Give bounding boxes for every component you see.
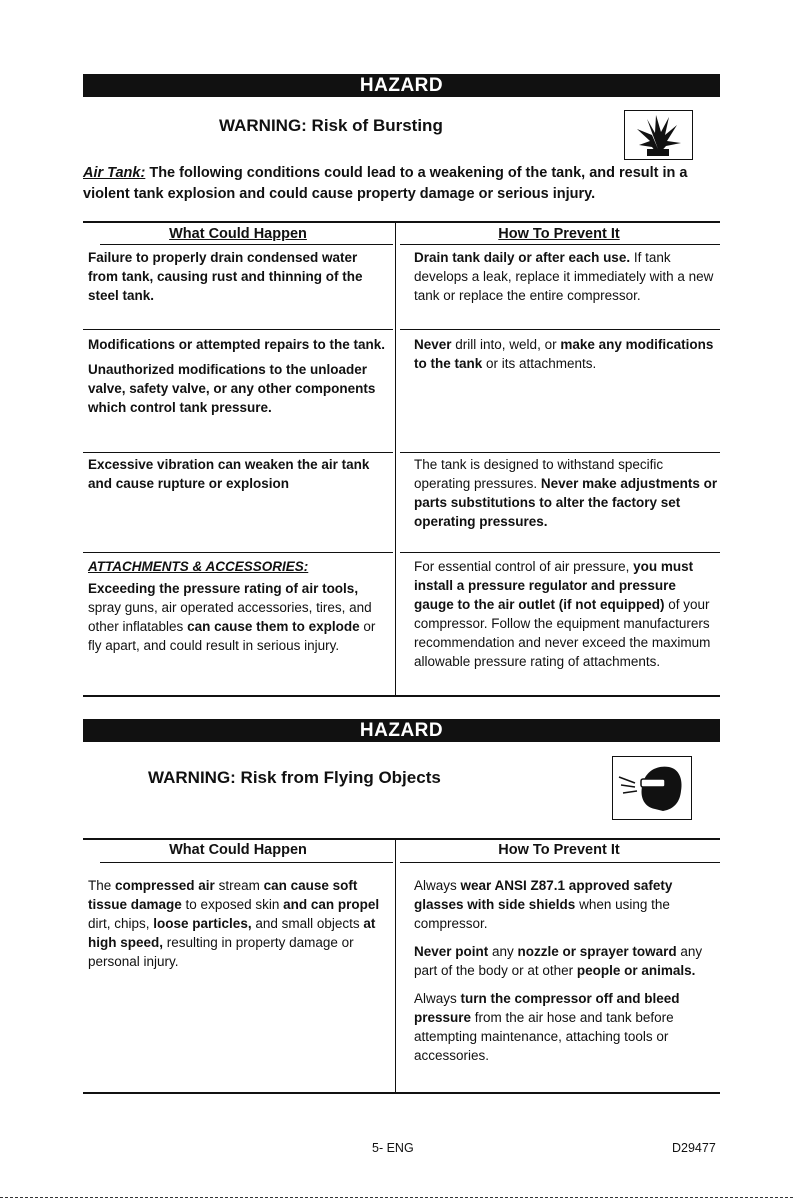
header-underline bbox=[400, 244, 720, 245]
header-underline bbox=[400, 862, 720, 863]
column-header-left: What Could Happen bbox=[169, 226, 307, 242]
header-underline bbox=[100, 244, 393, 245]
row-divider bbox=[400, 452, 720, 453]
risk-cell: The compressed air stream can cause soft tissue damage to exposed skin and can propel dirt, chips, loose particles, and small objects at high speed, resulting in property damage or personal injury. bbox=[88, 878, 380, 969]
warning-title: WARNING: Risk of Bursting bbox=[219, 116, 443, 135]
table-bottom-rule bbox=[83, 695, 720, 697]
prevention-cell: Always wear ANSI Z87.1 approved safety glasses with side shields when using the compressor. Never point any nozzle or sprayer toward any part of the body or at other people or animals. Always turn the compressor off and bleed pressure from the air hose and tank before attempting maintenance, attaching tools or accessories. bbox=[414, 878, 703, 1063]
intro-text bbox=[83, 163, 723, 205]
row-divider bbox=[83, 552, 393, 553]
table-bottom-rule bbox=[83, 1092, 720, 1094]
safety-glasses-face-icon bbox=[612, 756, 692, 820]
table-top-rule bbox=[83, 838, 720, 840]
column-divider bbox=[395, 221, 396, 696]
column-header-right: How To Prevent It bbox=[498, 842, 620, 858]
attachments-heading: ATTACHMENTS & ACCESSORIES: bbox=[88, 559, 309, 574]
risk-cell: Excessive vibration can weaken the air tank and cause rupture or explosion bbox=[88, 457, 370, 491]
column-header-left: What Could Happen bbox=[169, 842, 307, 858]
prevention-cell: For essential control of air pressure, you must install a pressure regulator and pressure gauge to the air outlet (if not equipped) of your compressor. Follow the equipment manufacturers recommendation and never exceed the maximum allowable pressure rating of attachments. bbox=[414, 559, 711, 669]
risk-cell: Failure to properly drain condensed water from tank, causing rust and thinning of the steel tank. bbox=[88, 250, 363, 303]
table-top-rule bbox=[83, 221, 720, 223]
intro-lead: Air Tank: bbox=[83, 165, 146, 181]
row-divider bbox=[400, 329, 720, 330]
hazard-banner: HAZARD bbox=[83, 719, 720, 742]
row-divider bbox=[83, 329, 393, 330]
row-divider bbox=[400, 552, 720, 553]
document-code: D29477 bbox=[672, 1141, 716, 1155]
page-number: 5- ENG bbox=[372, 1141, 414, 1155]
prevention-cell: Drain tank daily or after each use. If tank develops a leak, replace it immediately with a new tank or replace the entire compressor. bbox=[414, 250, 714, 303]
hazard-banner: HAZARD bbox=[83, 74, 720, 97]
intro-body: The following conditions could lead to a weakening of the tank, and result in a violent tank explosion and could cause property damage or serious injury. bbox=[83, 165, 688, 202]
header-underline bbox=[100, 862, 393, 863]
prevention-cell: The tank is designed to withstand specific operating pressures. Never make adjustments or parts substitutions to alter the factory set operating pressures. bbox=[414, 457, 718, 529]
risk-cell: ATTACHMENTS & ACCESSORIES: Exceeding the pressure rating of air tools, spray guns, air operated accessories, tires, and other inflatables can cause them to explode or fly apart, and could result in serious injury. bbox=[88, 557, 388, 655]
page-edge-rule bbox=[0, 1197, 793, 1198]
column-header-right: How To Prevent It bbox=[498, 226, 620, 242]
column-divider bbox=[395, 838, 396, 1093]
prevention-cell: Never drill into, weld, or make any modifications to the tank or its attachments. bbox=[414, 337, 714, 371]
risk-cell: Modifications or attempted repairs to the tank. Unauthorized modifications to the unloader valve, safety valve, or any other components which control tank pressure. bbox=[88, 337, 386, 415]
explosion-icon bbox=[624, 110, 693, 160]
warning-title: WARNING: Risk from Flying Objects bbox=[148, 768, 441, 787]
row-divider bbox=[83, 452, 393, 453]
